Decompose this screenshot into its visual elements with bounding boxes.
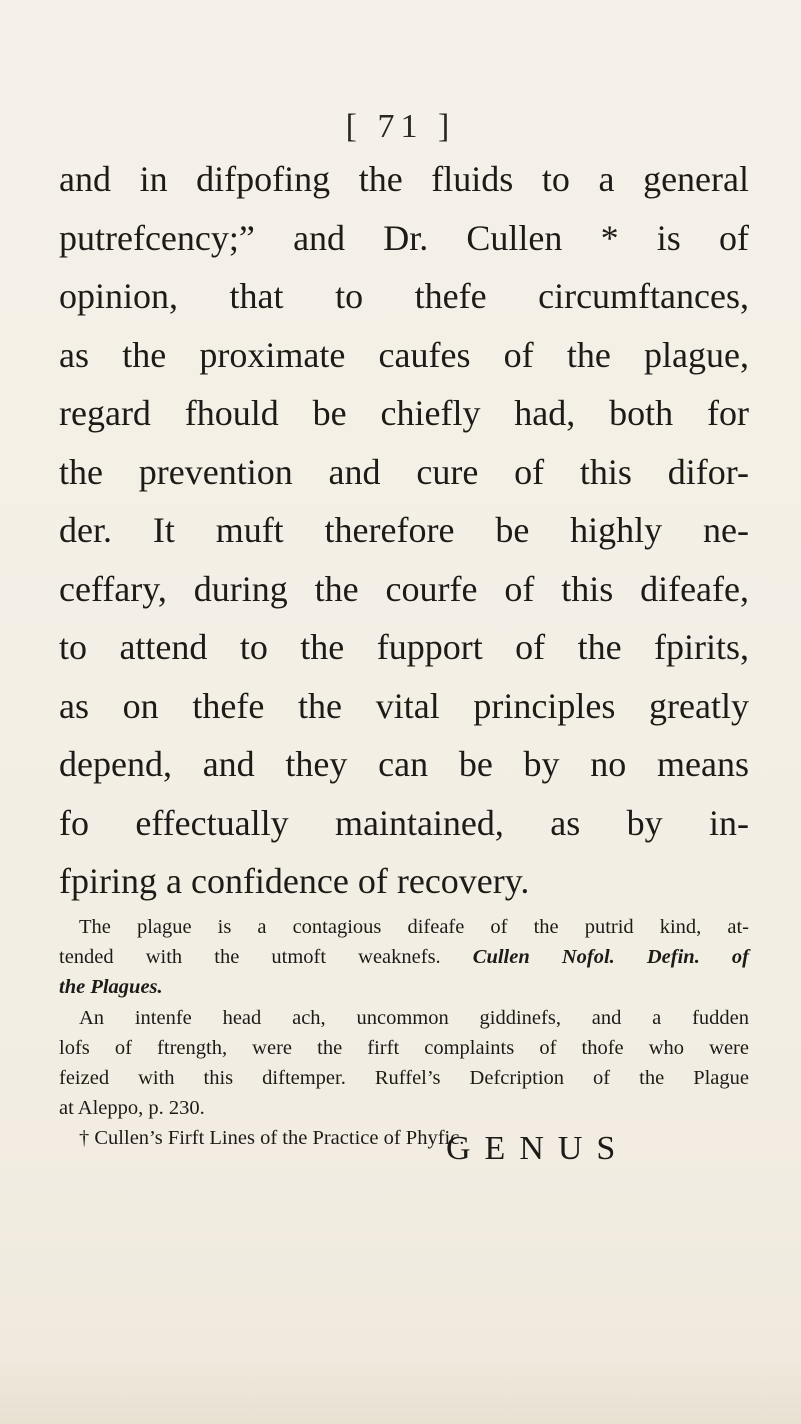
- body-line: depend, and they can be by no means: [59, 744, 749, 784]
- body-line: der. It muft therefore be highly ne-: [59, 510, 749, 550]
- footnote-text: tended with the utmoft weaknefs.: [59, 946, 441, 969]
- footnote-citation: Cullen Nofol. Defin. of: [472, 946, 749, 969]
- footnote-line: † Cullen’s Firft Lines of the Practice of Phyfic.: [79, 1127, 465, 1150]
- catchword: GENUS: [446, 1130, 630, 1167]
- body-line: regard fhould be chiefly had, both for: [59, 393, 749, 433]
- footnote-line: An intenfe head ach, uncommon giddinefs, and a fudden: [79, 1006, 749, 1029]
- footnote-line: feized with this diftemper. Ruffel’s Defcription of the Plague: [59, 1066, 749, 1089]
- footnote-line: [59, 972, 749, 1002]
- footnote-citation: the Plagues.: [59, 976, 163, 999]
- body-line: fpiring a confidence of recovery.: [59, 861, 530, 901]
- footnote-line: lofs of ftrength, were the firft complaints of thofe who were: [59, 1036, 749, 1059]
- footnote-line: [59, 942, 749, 972]
- body-line: as on thefe the vital principles greatly: [59, 685, 749, 726]
- footnote-line: at Aleppo, p. 230.: [59, 1097, 205, 1120]
- body-line: putrefcency;” and Dr. Cullen * is of: [59, 217, 749, 258]
- body-line: as the proximate caufes of the plague,: [59, 334, 749, 375]
- body-line: ceffary, during the courfe of this difeafe,: [59, 568, 749, 609]
- body-line: to attend to the fupport of the fpirits,: [59, 627, 749, 667]
- body-line: opinion, that to thefe circumftances,: [59, 276, 749, 316]
- body-line: and in difpofing the fluids to a general: [59, 159, 749, 199]
- paper-stain: [0, 1354, 801, 1424]
- footnote-line: The plague is a contagious difeafe of the putrid kind, at-: [79, 916, 749, 938]
- body-line: the prevention and cure of this difor-: [59, 451, 749, 492]
- footnotes: [59, 912, 749, 1154]
- body-line: fo effectually maintained, as by in-: [59, 802, 749, 843]
- page-number: [ 71 ]: [345, 108, 456, 145]
- body-text: [59, 150, 749, 911]
